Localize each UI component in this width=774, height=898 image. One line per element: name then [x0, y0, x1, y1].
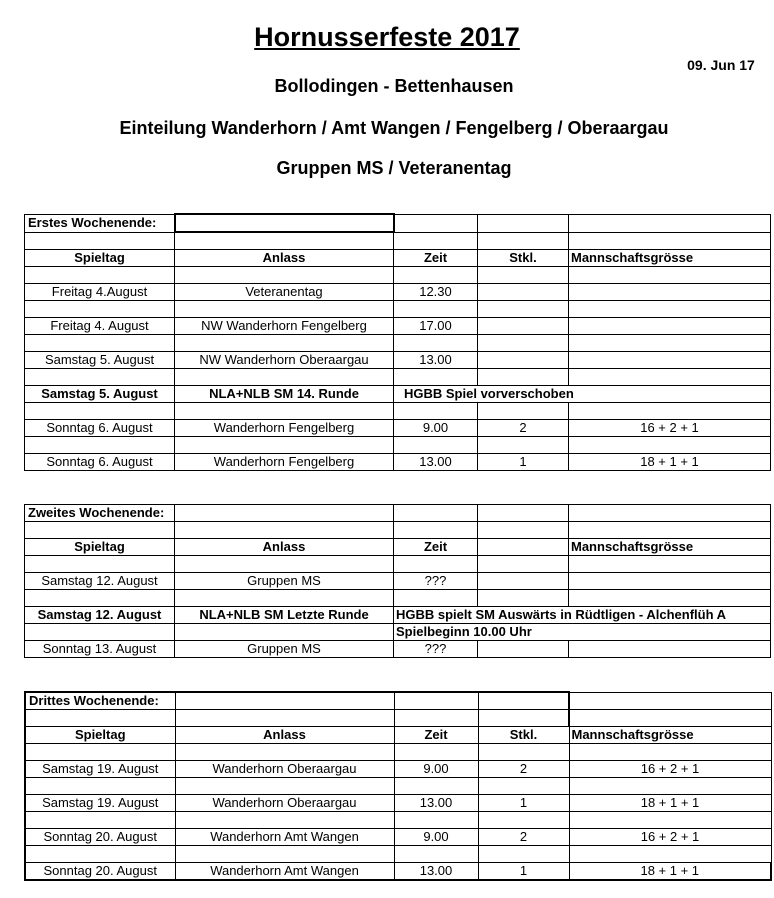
day-cell: Sonntag 20. August — [25, 829, 175, 846]
stkl-cell: 1 — [478, 454, 569, 471]
document-title: Hornusserfeste 2017 — [254, 22, 520, 52]
size-cell — [569, 573, 771, 590]
time-cell: 13.00 — [394, 352, 478, 369]
time-cell: ??? — [394, 641, 478, 658]
size-cell — [569, 284, 771, 301]
day-cell: Sonntag 13. August — [25, 641, 175, 658]
time-cell: 13.00 — [394, 454, 478, 471]
table-row — [25, 795, 771, 812]
document-date: 09. Jun 17 — [687, 57, 755, 73]
size-cell — [569, 641, 771, 658]
weekend-3-label: Drittes Wochenende: — [25, 692, 175, 710]
day-cell: Samstag 19. August — [25, 761, 175, 778]
stkl-cell — [478, 352, 569, 369]
table-row — [25, 386, 771, 403]
table-row — [25, 761, 771, 778]
table-row — [25, 863, 771, 881]
size-cell: 16 + 2 + 1 — [569, 829, 771, 846]
stkl-cell: 1 — [478, 795, 569, 812]
table-row — [25, 420, 771, 437]
time-cell: 9.00 — [394, 829, 478, 846]
time-cell: 13.00 — [394, 795, 478, 812]
col-header-stkl: Stkl. — [478, 250, 569, 267]
location-heading: Bollodingen - Bettenhausen — [274, 76, 514, 96]
time-cell: 9.00 — [394, 761, 478, 778]
col-header-grosse: Mannschaftsgrösse — [569, 727, 771, 744]
weekend-1-table — [24, 213, 771, 471]
event-cell: Wanderhorn Amt Wangen — [175, 829, 394, 846]
stkl-cell — [478, 318, 569, 335]
stkl-cell: 1 — [478, 863, 569, 881]
col-header-grosse: Mannschaftsgrösse — [569, 539, 771, 556]
size-cell — [569, 318, 771, 335]
event-cell: Wanderhorn Oberaargau — [175, 795, 394, 812]
table-row — [25, 284, 771, 301]
event-cell: Wanderhorn Amt Wangen — [175, 863, 394, 881]
day-cell: Sonntag 6. August — [25, 454, 175, 471]
event-cell: Veteranentag — [175, 284, 394, 301]
day-cell: Freitag 4. August — [25, 318, 175, 335]
col-header-anlass: Anlass — [175, 727, 394, 744]
time-cell: 9.00 — [394, 420, 478, 437]
day-cell: Samstag 12. August — [25, 573, 175, 590]
group-heading: Gruppen MS / Veteranentag — [276, 158, 512, 178]
table-row — [25, 318, 771, 335]
event-cell: NLA+NLB SM 14. Runde — [175, 386, 394, 403]
col-header-anlass: Anlass — [175, 250, 394, 267]
time-cell: 13.00 — [394, 863, 478, 881]
day-cell: Samstag 12. August — [25, 607, 175, 624]
col-header-grosse: Mannschaftsgrösse — [569, 250, 771, 267]
day-cell: Freitag 4.August — [25, 284, 175, 301]
day-cell: Samstag 5. August — [25, 386, 175, 403]
col-header-spieltag: Spieltag — [25, 727, 175, 744]
stkl-cell: 2 — [478, 420, 569, 437]
note-cell-2: Spielbeginn 10.00 Uhr — [394, 624, 771, 641]
time-cell: ??? — [394, 573, 478, 590]
stkl-cell — [478, 284, 569, 301]
time-cell: 12.30 — [394, 284, 478, 301]
col-header-anlass: Anlass — [175, 539, 394, 556]
col-header-zeit: Zeit — [394, 250, 478, 267]
weekend-1-label: Erstes Wochenende: — [25, 214, 175, 232]
col-header-zeit: Zeit — [394, 727, 478, 744]
event-cell: NW Wanderhorn Fengelberg — [175, 318, 394, 335]
day-cell: Sonntag 20. August — [25, 863, 175, 881]
size-cell: 18 + 1 + 1 — [569, 454, 771, 471]
size-cell: 16 + 2 + 1 — [569, 761, 771, 778]
weekend-2-label: Zweites Wochenende: — [25, 505, 175, 522]
weekend-3-table — [24, 691, 772, 881]
table-row — [25, 641, 771, 658]
assignment-heading: Einteilung Wanderhorn / Amt Wangen / Fengelberg / Oberaargau — [119, 118, 669, 138]
stkl-cell — [478, 573, 569, 590]
weekend-1-input-cell — [175, 214, 394, 232]
col-header-stkl: Stkl. — [478, 727, 569, 744]
event-cell: Wanderhorn Oberaargau — [175, 761, 394, 778]
event-cell: NW Wanderhorn Oberaargau — [175, 352, 394, 369]
table-row — [25, 454, 771, 471]
day-cell: Samstag 5. August — [25, 352, 175, 369]
event-cell: Gruppen MS — [175, 573, 394, 590]
size-cell: 18 + 1 + 1 — [569, 863, 771, 881]
size-cell: 16 + 2 + 1 — [569, 420, 771, 437]
table-row — [25, 352, 771, 369]
col-header-zeit: Zeit — [394, 539, 478, 556]
stkl-cell: 2 — [478, 829, 569, 846]
table-row — [25, 573, 771, 590]
table-row — [25, 607, 771, 624]
col-header-spieltag: Spieltag — [25, 250, 175, 267]
col-header-spieltag: Spieltag — [25, 539, 175, 556]
time-cell: 17.00 — [394, 318, 478, 335]
note-cell: HGBB spielt SM Auswärts in Rüdtligen - Alchenflüh A — [394, 607, 771, 624]
day-cell: Samstag 19. August — [25, 795, 175, 812]
weekend-2-table — [24, 504, 771, 658]
event-cell: Wanderhorn Fengelberg — [175, 454, 394, 471]
size-cell — [569, 352, 771, 369]
table-row — [25, 829, 771, 846]
stkl-cell — [478, 641, 569, 658]
size-cell: 18 + 1 + 1 — [569, 795, 771, 812]
day-cell: Sonntag 6. August — [25, 420, 175, 437]
event-cell: Gruppen MS — [175, 641, 394, 658]
note-cell: HGBB Spiel vorverschoben — [394, 386, 771, 403]
event-cell: NLA+NLB SM Letzte Runde — [175, 607, 394, 624]
stkl-cell: 2 — [478, 761, 569, 778]
event-cell: Wanderhorn Fengelberg — [175, 420, 394, 437]
